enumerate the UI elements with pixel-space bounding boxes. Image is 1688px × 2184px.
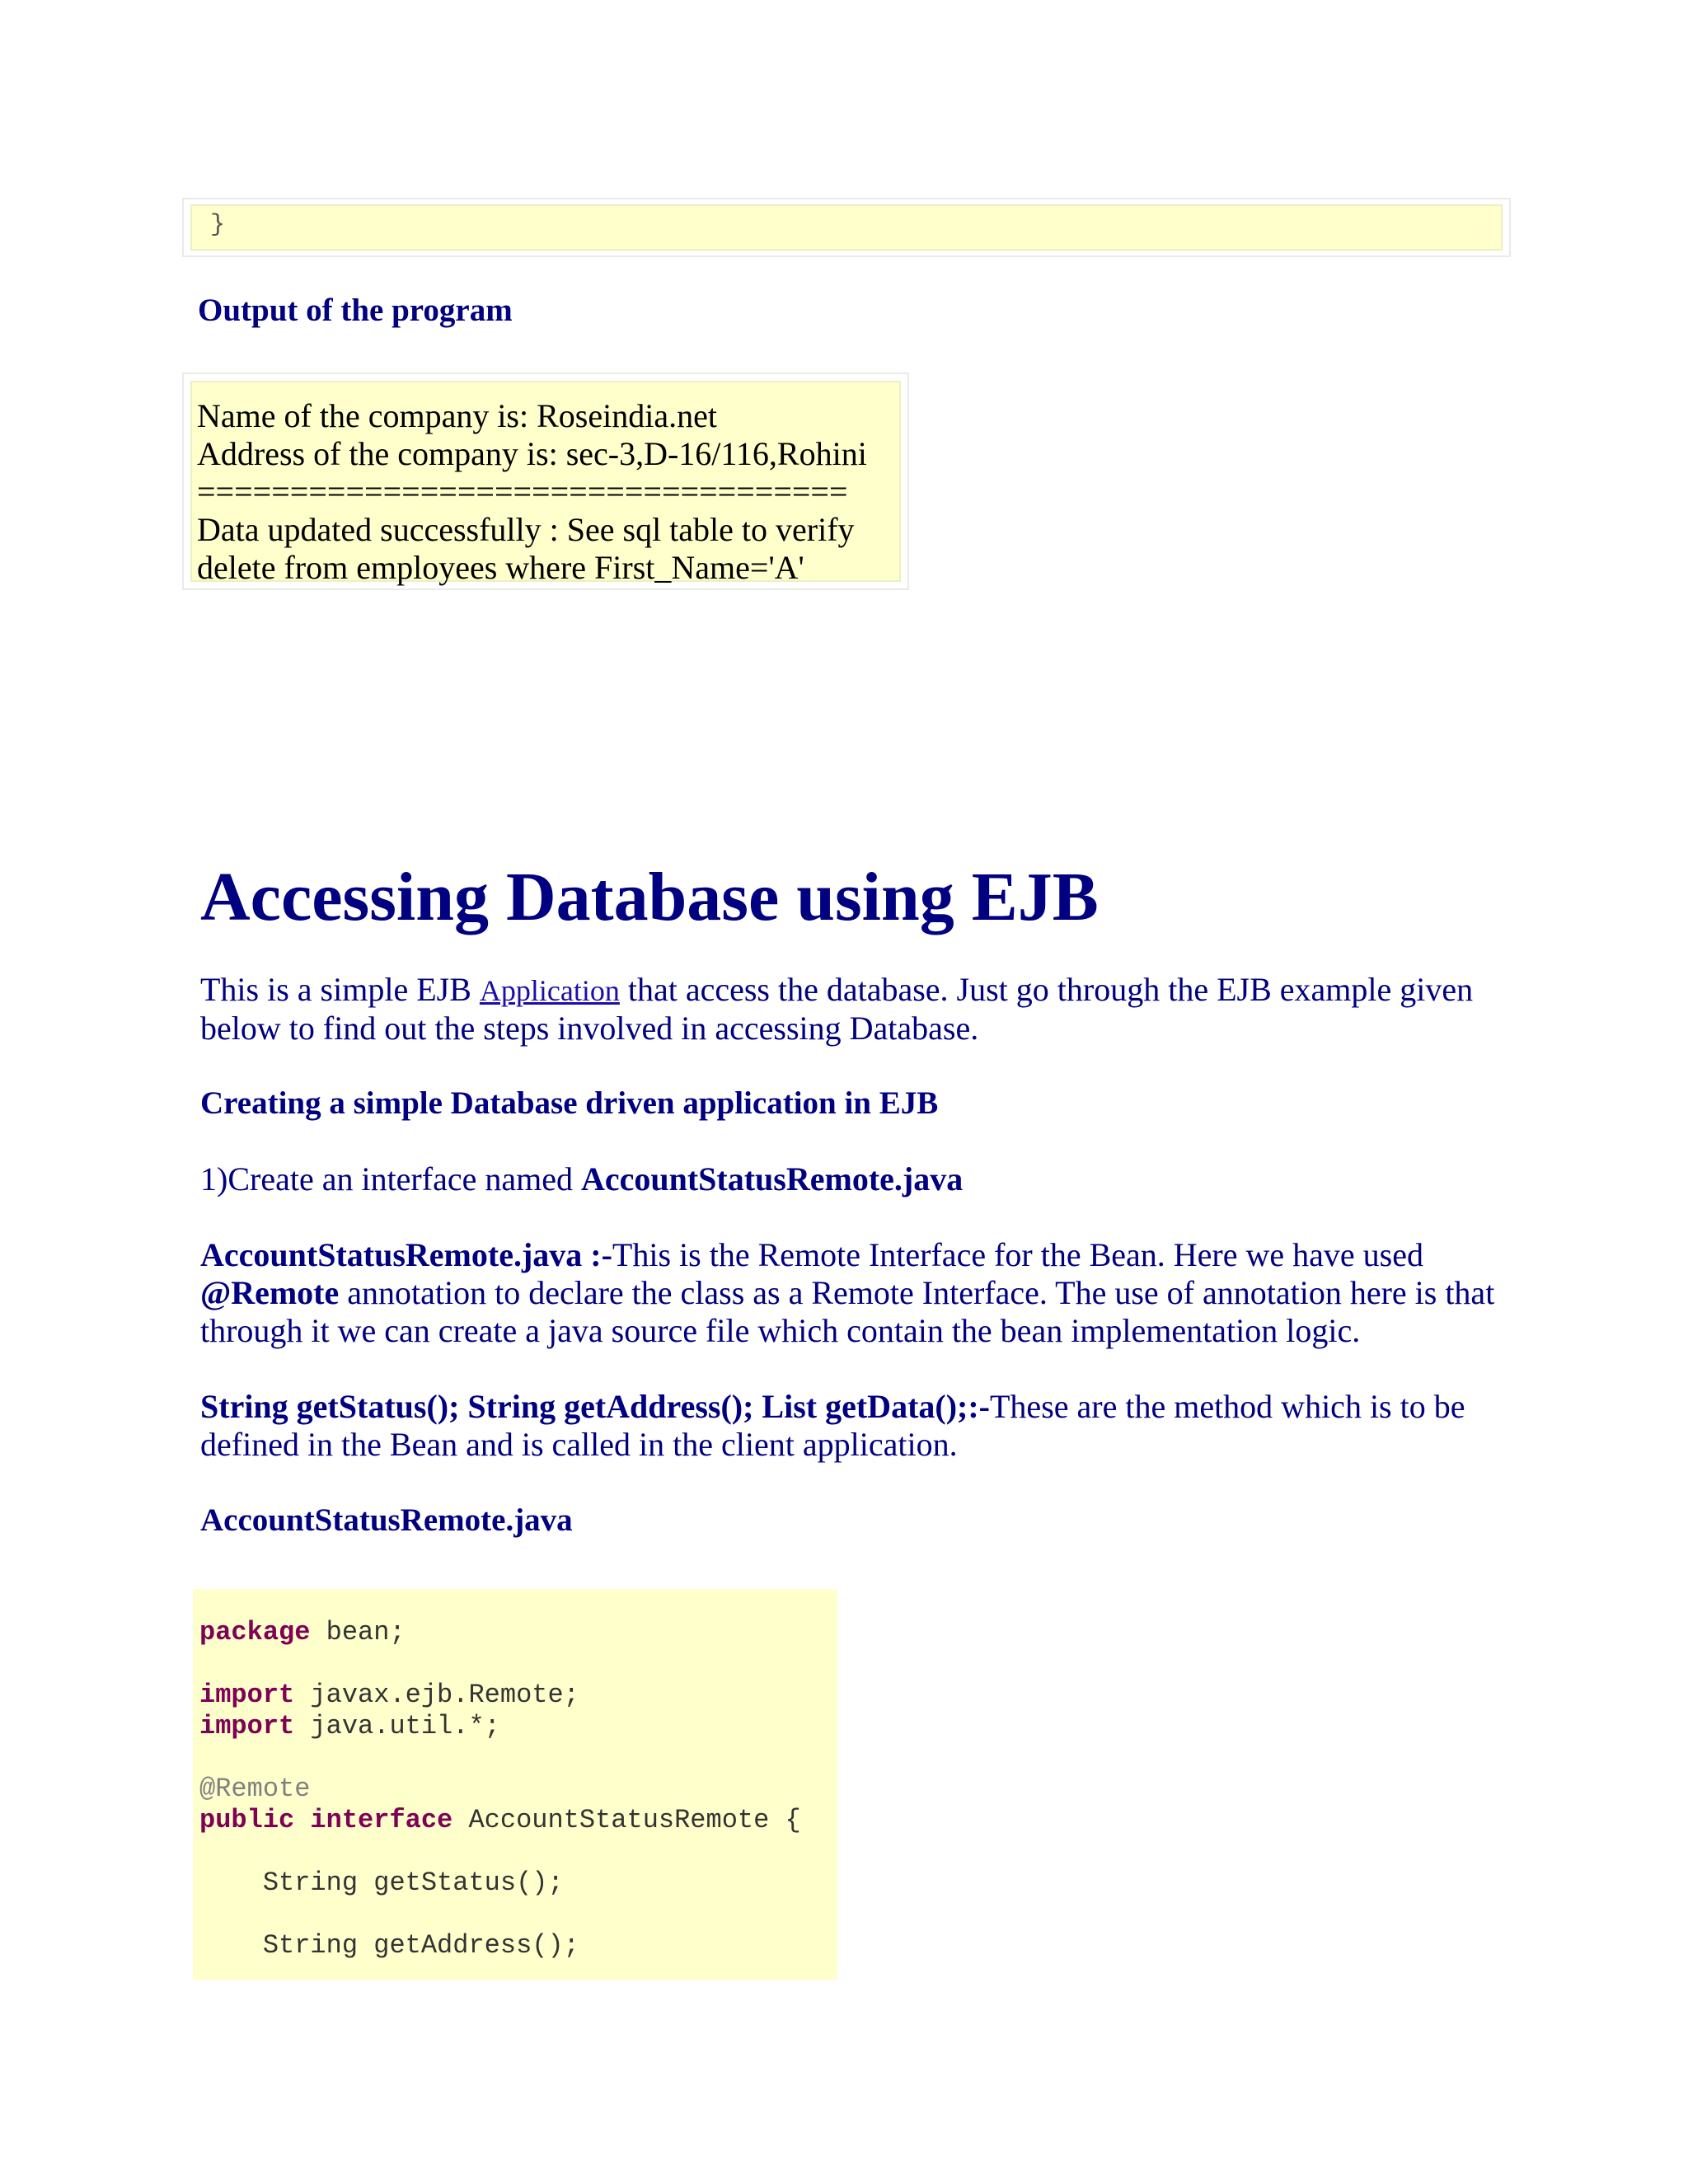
remote-desc-text: This is the Remote Interface for the Bean. Here we have used — [612, 1236, 1423, 1273]
step-1-filename: AccountStatusRemote.java — [580, 1160, 964, 1197]
method-declaration: String getStatus(); — [199, 1868, 564, 1898]
methods-label: String getStatus(); String getAddress(); List getData();:- — [200, 1388, 990, 1425]
intro-paragraph — [200, 971, 1503, 1047]
import-line: javax.ejb.Remote; — [294, 1680, 579, 1710]
application-link[interactable]: Application — [479, 974, 620, 1007]
output-line: delete from employees where First_Name='A' — [197, 549, 804, 586]
keyword-import: import — [199, 1711, 295, 1741]
methods-description — [200, 1388, 1503, 1464]
remote-description — [200, 1236, 1503, 1350]
output-line: =================================== — [197, 473, 848, 510]
keyword-interface: interface — [310, 1805, 453, 1835]
code-snippet-top — [182, 198, 1511, 257]
methods-text: These are the method which is to be defined in the Bean and is called in the client application. — [200, 1388, 1465, 1463]
output-content — [190, 381, 901, 586]
output-line: Data updated successfully : See sql table to verify — [197, 511, 855, 548]
class-declaration: AccountStatusRemote { — [452, 1805, 801, 1835]
remote-desc-label: AccountStatusRemote.java :- — [200, 1236, 612, 1273]
intro-text: This is a simple EJB — [200, 971, 480, 1008]
output-heading: Output of the program — [198, 293, 513, 328]
code-closing-brace: } — [190, 204, 1503, 251]
output-box — [182, 373, 909, 590]
remote-annotation-label: @Remote — [200, 1274, 340, 1311]
keyword-public: public — [199, 1805, 295, 1835]
file-heading: AccountStatusRemote.java — [200, 1502, 573, 1538]
import-line: java.util.*; — [294, 1711, 500, 1741]
output-line: Name of the company is: Roseindia.net — [197, 397, 717, 434]
remote-desc-text-continued: annotation to declare the class as a Remote Interface. The use of annotation here is that through it we can create a java source file which contain the bean implementation logic. — [200, 1274, 1495, 1349]
package-name: bean; — [310, 1617, 406, 1647]
keyword-package: package — [199, 1617, 311, 1647]
intro-text-continued: that access the database. Just go through the EJB example given below to find out the steps involved in accessing Database. — [200, 971, 1474, 1047]
step-1-text: 1)Create an interface named — [200, 1160, 581, 1197]
code-block — [193, 1589, 837, 1980]
page-title: Accessing Database using EJB — [200, 859, 1099, 935]
annotation-remote: @Remote — [199, 1774, 311, 1804]
step-1-paragraph — [200, 1160, 1503, 1198]
section-subheading: Creating a simple Database driven application in EJB — [200, 1085, 939, 1121]
output-line: Address of the company is: sec-3,D-16/116,Rohini — [197, 435, 867, 472]
method-declaration: String getAddress(); — [199, 1930, 579, 1961]
keyword-import: import — [199, 1680, 295, 1710]
